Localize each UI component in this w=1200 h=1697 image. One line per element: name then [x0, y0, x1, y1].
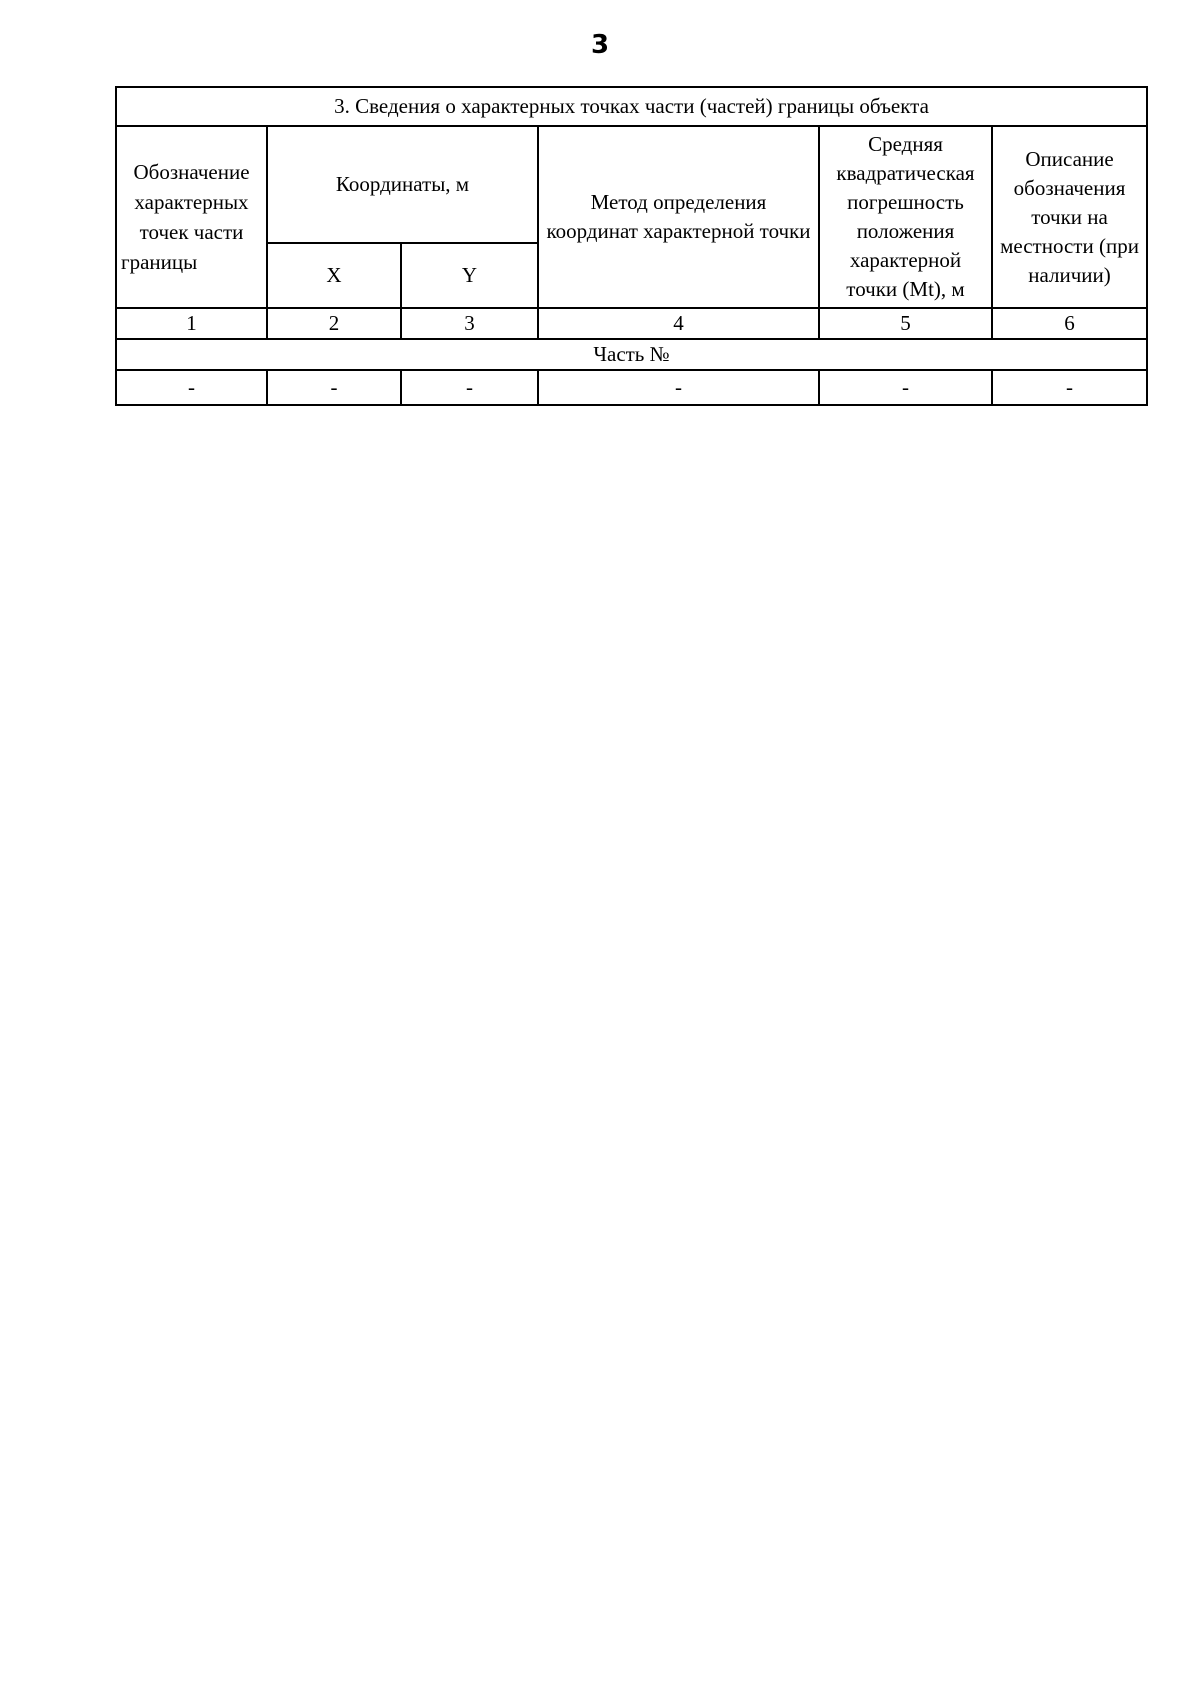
part-label: Часть №	[116, 339, 1147, 370]
table-row	[116, 370, 1147, 405]
column-number: 5	[819, 308, 992, 339]
column-number: 1	[116, 308, 267, 339]
page-number: 3	[590, 30, 610, 60]
boundary-points-table	[115, 86, 1148, 406]
header-designation: Обозначение характерных точек части границы	[116, 126, 267, 308]
header-error: Средняя квадратическая погрешность положения характерной точки (Mt), м	[819, 126, 992, 308]
header-coordinates: Координаты, м	[267, 126, 538, 243]
column-number: 2	[267, 308, 401, 339]
table-cell: -	[819, 370, 992, 405]
header-description: Описание обозначения точки на местности (при наличии)	[992, 126, 1147, 308]
column-number: 6	[992, 308, 1147, 339]
table-cell: -	[116, 370, 267, 405]
table-cell: -	[401, 370, 538, 405]
table-cell: -	[992, 370, 1147, 405]
header-method: Метод определения координат характерной точки	[538, 126, 819, 308]
header-y: Y	[401, 243, 538, 308]
column-number-row	[116, 308, 1147, 339]
table-cell: -	[538, 370, 819, 405]
column-number: 3	[401, 308, 538, 339]
header-x: X	[267, 243, 401, 308]
section-title: 3. Сведения о характерных точках части (частей) границы объекта	[116, 87, 1147, 126]
column-number: 4	[538, 308, 819, 339]
table-cell: -	[267, 370, 401, 405]
